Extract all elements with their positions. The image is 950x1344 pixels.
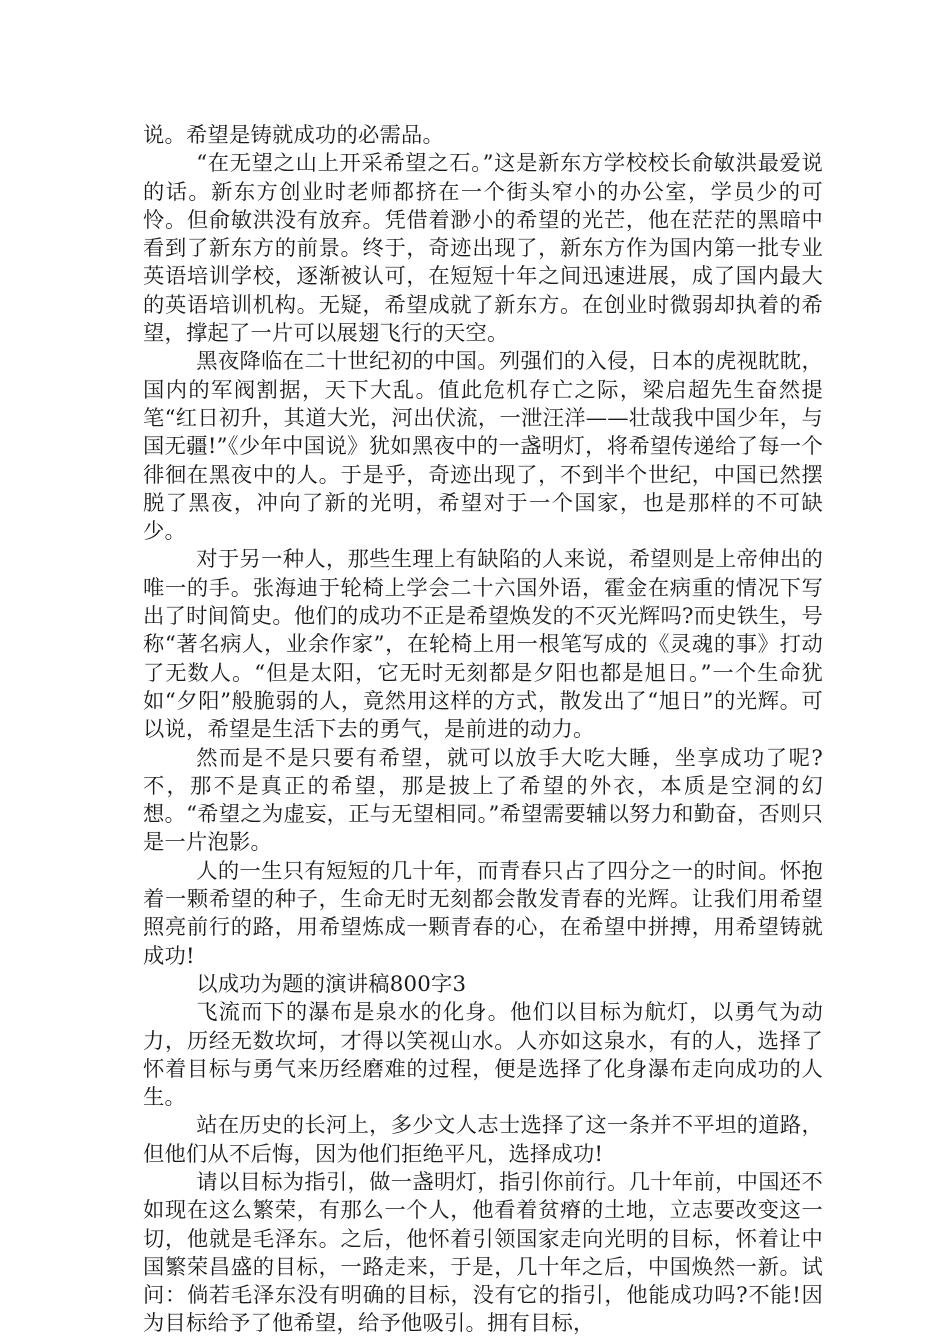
paragraph-1: 说。希望是铸就成功的必需品。 (143, 123, 444, 148)
paragraph-2: “在无望之山上开采希望之石。”这是新东方学校校长俞敏洪最爱说的话。新东方创业时老师都挤在一个街头窄小的办公室，学员少的可怜。但俞敏洪没有放弃。凭借着渺小的希望的光芒，他在茫茫的黑暗中看到了新东方的前景。终于，奇迹出现了，新东方作为国内第一批专业英语培训学校，逐渐被认可，在短短十年之间迅速进展，成了国内最大的英语培训机构。无疑，希望成就了新东方。在创业时微弱却执着的希望，撑起了一片可以展翅飞行的天空。 (143, 151, 823, 347)
paragraph-8: 站在历史的长河上，多少文人志士选择了这一条并不平坦的道路，但他们从不后悔，因为他们拒绝平凡，选择成功! (143, 1113, 823, 1167)
section-heading: 以成功为题的演讲稿800字3 (196, 971, 467, 997)
paragraph-4: 对于另一种人，那些生理上有缺陷的人来说，希望则是上帝伸出的唯一的手。张海迪于轮椅上学会二十六国外语，霍金在病重的情况下写出了时间简史。他们的成功不正是希望焕发的不灭光辉吗?而史铁生，号称“著名病人，业余作家”，在轮椅上用一根笔写成的《灵魂的事》打动了无数人。“但是太阳，它无时无刻都是夕阳也都是旭日。”一个生命犹如“夕阳”般脆弱的人，竟然用这样的方式，散发出了“旭日”的光辉。可以说，希望是生活下去的勇气，是前进的动力。 (143, 547, 823, 743)
paragraph-5: 然而是不是只要有希望，就可以放手大吃大睡，坐享成功了呢?不，那不是真正的希望，那是披上了希望的外衣，本质是空洞的幻想。“希望之为虚妄，正与无望相同。”希望需要辅以努力和勤奋，否则只是一片泡影。 (143, 745, 823, 856)
paragraph-7: 飞流而下的瀑布是泉水的化身。他们以目标为航灯，以勇气为动力，历经无数坎坷，才得以笑视山水。人亦如这泉水，有的人，选择了怀着目标与勇气来历经磨难的过程，便是选择了化身瀑布走向成功的人生。 (143, 1000, 823, 1111)
paragraph-3: 黑夜降临在二十世纪初的中国。列强们的入侵，日本的虎视眈眈，国内的军阀割据，天下大乱。值此危机存亡之际，梁启超先生奋然提笔“红日初升，其道大光，河出伏流，一泄汪洋——壮哉我中国少年，与国无疆!”《少年中国说》犹如黑夜中的一盏明灯，将希望传递给了每一个徘徊在黑夜中的人。于是乎，奇迹出现了，不到半个世纪，中国已然摆脱了黑夜，冲向了新的光明，希望对于一个国家，也是那样的不可缺少。 (143, 349, 823, 545)
document-page (143, 122, 823, 1339)
paragraph-6: 人的一生只有短短的几十年，而青春只占了四分之一的时间。怀抱着一颗希望的种子，生命无时无刻都会散发青春的光辉。让我们用希望照亮前行的路，用希望炼成一颗青春的心，在希望中拼搏，用希望铸就成功! (143, 858, 823, 969)
paragraph-9: 请以目标为指引，做一盏明灯，指引你前行。几十年前，中国还不如现在这么繁荣，有那么一个人，他看着贫瘠的土地，立志要改变这一切，他就是毛泽东。之后，他怀着引领国家走向光明的目标，怀着让中国繁荣昌盛的目标，一路走来，于是，几十年之后，中国焕然一新。试问：倘若毛泽东没有明确的目标，没有它的指引，他能成功吗?不能!因为目标给予了他希望，给予他吸引。拥有目标， (143, 1169, 823, 1337)
